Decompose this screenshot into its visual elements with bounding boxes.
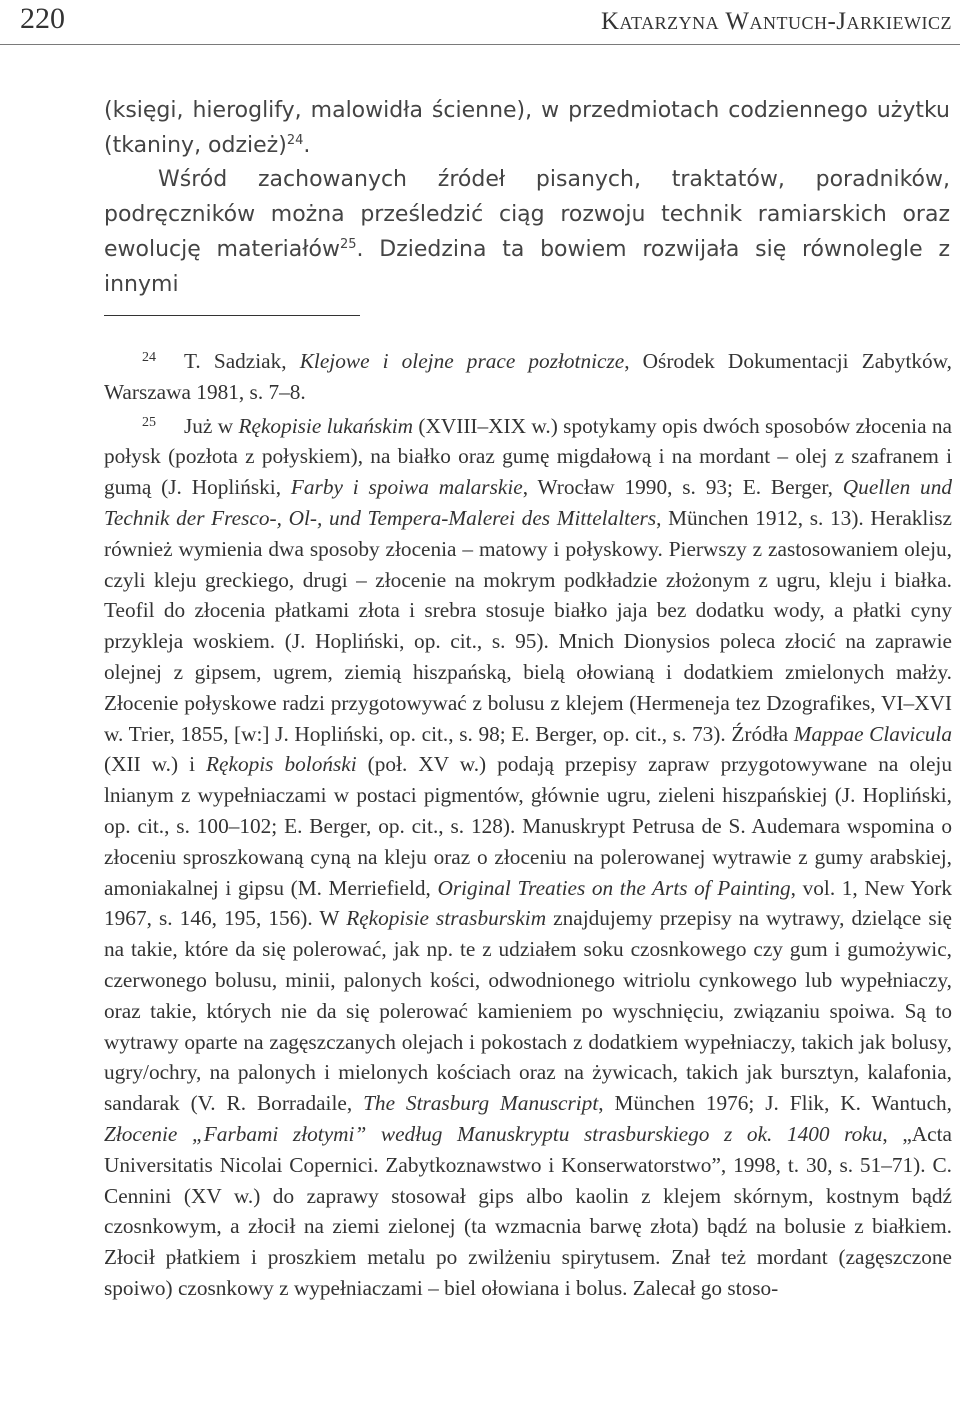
paragraph: (księgi, hieroglify, malowidła ścienne), w przedmiotach codziennego użytku (tkaniny, odzież)$^{24}$.	[104, 98, 950, 158]
footnote-ref-24[interactable]: 24	[286, 132, 304, 148]
work-title: Original Treaties on the Arts of Painting	[437, 875, 791, 900]
footnote-25: $^{25}$ Już w Rękopisie lukańskim (XVIII–XIX w.) spotykamy opis dwóch sposobów złocenia na połysk (pozłota z połyskiem), na białko oraz gumę migdałową i na mordant – olej z szafranem i gumą (J. Hopliński, Farby i spoiwa malarskie, Wrocław 1990, s. 93; E. Berger, Quellen und Technik der Fresco-, Ol-, und Tempera-Malerei des Mittelalters, München 1912, s. 13). Heraklisz również wymienia dwa sposoby złocenia – matowy i połyskowy. Pierwszy z zastosowaniem oleju, czyli kleju greckiego, drugi – złocenie na mokrym podkładzie złożonym z ugru, kleju i białka. Teofil do złocenia płatkami złota i srebra stosuje białko jaja bez dodatku wody, a płatki cyny przykleja woskiem. (J. Hopliński, op. cit., s. 95). Mnich Dionysios poleca złocić na zaprawie olejnej z gipsem, ugrem, ziemią hiszpańską, bielą ołowianą i dodatkiem zmielonych małży. Złocenie połyskowe radzi przygotowywać z bolusu z klejem (Hermeneja tez Dzografikes, VI–XVI w. Trier, 1855, [w:] J. Hopliński, op. cit., s. 98; E. Berger, op. cit., s. 73). Źródła Mappae Clavicula (XII w.) i Rękopis boloński (poł. XV w.) podają przepisy zapraw przygotowywane na oleju lnianym z wypełniaczami w postaci pigmentów, głównie ugru, zieleni hiszpańskiej (J. Hopliński, op. cit., s. 100–102; E. Berger, op. cit., s. 128). Manuskrypt Petrusa de S. Audemara wspomina o złoceniu sproszkowaną cyną na kleju oraz o złoceniu na polerowanej wytrawie z gumy arabskiej, amoniakalnej i gipsu (M. Merriefield, Original Treaties on the Arts of Painting, vol. 1, New York 1967, s. 146, 195, 156). W Rękopisie strasburskim znajdujemy przepisy na wytrawy, dzielące się na takie, które da się polerować, jak np. te z udziałem soku czosnkowego czy gum i gumożywic, czerwonego bolusu, minii, palonych kości, odwodnionego witriolu cynkowego lub wypełniaczy, oraz takie, których nie da się polerować kamieniem po wyschnięciu, związaniu spoiwa. Są to wytrawy oparte na zagęszczanych olejach i pokostach z dodatkiem wypełniaczy, takich jak bolusy, ugry/ochry, na palonych i mielonych kościach oraz na żywicach, takich jak bursztyn, kalafonia, sandarak (V. R. Borradaile, The Strasburg Manuscript, München 1976; J. Flik, K. Wantuch, Złocenie „Farbami złotymi” według Manuskryptu strasburskiego z ok. 1400 roku, „Acta Universitatis Nicolai Copernici. Zabytkoznawstwo i Konserwatorstwo”, 1998, t. 30, s. 51–71). C. Cennini (XV w.) do zaprawy stosował gips albo kaolin z klejem skórnym, kostnym bądź czosnkowym, a złocił na ziemi zielonej (ta wzmacnia barwę złota) bądź na bolusie z białkiem. Złocił płatkiem i proszkiem metalu po zwilżeniu spirytusem. Znał też mordant (zagęszczone spoiwo) czosnkowy z wypełniaczami – biel ołowiana i bolus. Zalecał go stoso-	[104, 413, 953, 1300]
footnotes	[104, 343, 952, 1304]
work-title: Mappae Clavicula	[793, 721, 952, 746]
footnote-separator	[104, 315, 360, 316]
footnote-ref-25[interactable]: 25	[339, 236, 357, 252]
work-title: Rękopisie lukańskim	[238, 413, 414, 438]
main-text	[104, 94, 950, 302]
footnote-number: 25	[142, 414, 156, 430]
page-number: 220	[20, 2, 65, 35]
running-head-author: Katarzyna Wantuch-Jarkiewicz	[600, 8, 952, 35]
footnote-number: 24	[142, 350, 156, 365]
running-header	[0, 0, 960, 45]
work-title: Farby i spoiwa malarskie	[290, 475, 523, 500]
work-title: Złocenie „Farbami złotymi” według Manuskryptu strasburskiego z ok. 1400 roku	[104, 1121, 883, 1146]
work-title: Klejowe i olejne prace pozłotnicze	[299, 349, 625, 373]
paragraph: Wśród zachowanych źródeł pisanych, traktatów, poradników, podręczników można prześledzić ciąg rozwoju technik ramiarskich oraz ewolucję materiałów$^{25}$. Dziedzina ta bowiem rozwijała się równolegle z innymi	[104, 167, 950, 297]
footnote-24: $^{24}$ T. Sadziak, Klejowe i olejne prace pozłotnicze, Ośrodek Dokumentacji Zabytków, Warszawa 1981, s. 7–8.	[104, 349, 952, 404]
work-title: Rękopisie strasburskim	[346, 906, 547, 931]
work-title: Rękopis boloński	[206, 752, 357, 777]
work-title: The Strasburg Manuscript	[363, 1091, 599, 1116]
work-title: Quellen und Technik der Fresco-, Ol-, und Tempera-Malerei des Mittelalters	[104, 475, 952, 530]
